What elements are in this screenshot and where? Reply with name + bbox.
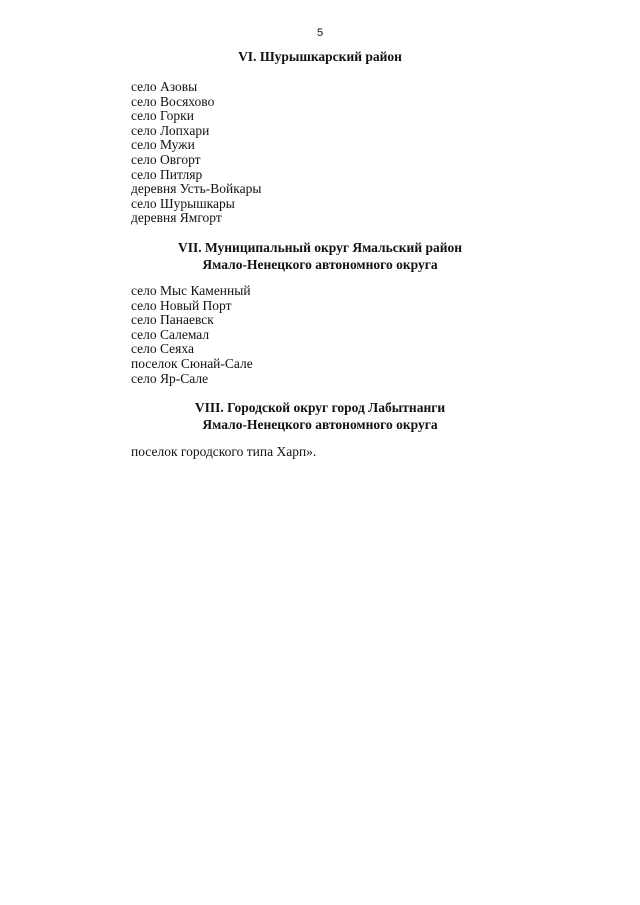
section-heading-line: VI. Шурышкарский район [238, 49, 402, 64]
list-item: деревня Усть-Войкары [131, 181, 262, 197]
list-item: село Лопхари [131, 122, 210, 138]
section-heading-vi [0, 48, 640, 65]
list-item: село Шурышкары [131, 195, 235, 211]
section-heading-viii [0, 399, 640, 433]
section-heading-line: VIII. Городской округ город Лабытнанги [194, 400, 446, 415]
list-item: село Панаевск [131, 312, 214, 328]
page-number: 5 [316, 27, 324, 39]
list-item: село Азовы [131, 79, 198, 94]
list-item: село Мужи [131, 137, 195, 153]
list-item: село Новый Порт [131, 297, 232, 313]
list-item: село Горки [131, 108, 194, 124]
section-heading-line: Ямало-Ненецкого автономного округа [202, 257, 438, 272]
list-item: село Питляр [131, 166, 203, 182]
section-heading-line: VII. Муниципальный округ Ямальский район [177, 240, 463, 255]
list-item: деревня Ямгорт [131, 210, 222, 226]
section-heading-vii [0, 239, 640, 273]
list-item: село Овгорт [131, 151, 201, 167]
settlement-list-yamalsky [131, 284, 253, 386]
list-item: село Яр-Сале [131, 370, 209, 386]
list-item: село Сеяха [131, 341, 194, 357]
list-item: село Салемал [131, 326, 210, 342]
closing-settlement-line: поселок городского типа Харп». [131, 444, 317, 459]
section-heading-line: Ямало-Ненецкого автономного округа [202, 417, 438, 432]
list-item: село Восяхово [131, 93, 215, 109]
settlement-list-shuryshkarsky [131, 80, 261, 226]
list-item: поселок Сюнай-Сале [131, 355, 253, 371]
list-item: село Мыс Каменный [131, 283, 251, 298]
